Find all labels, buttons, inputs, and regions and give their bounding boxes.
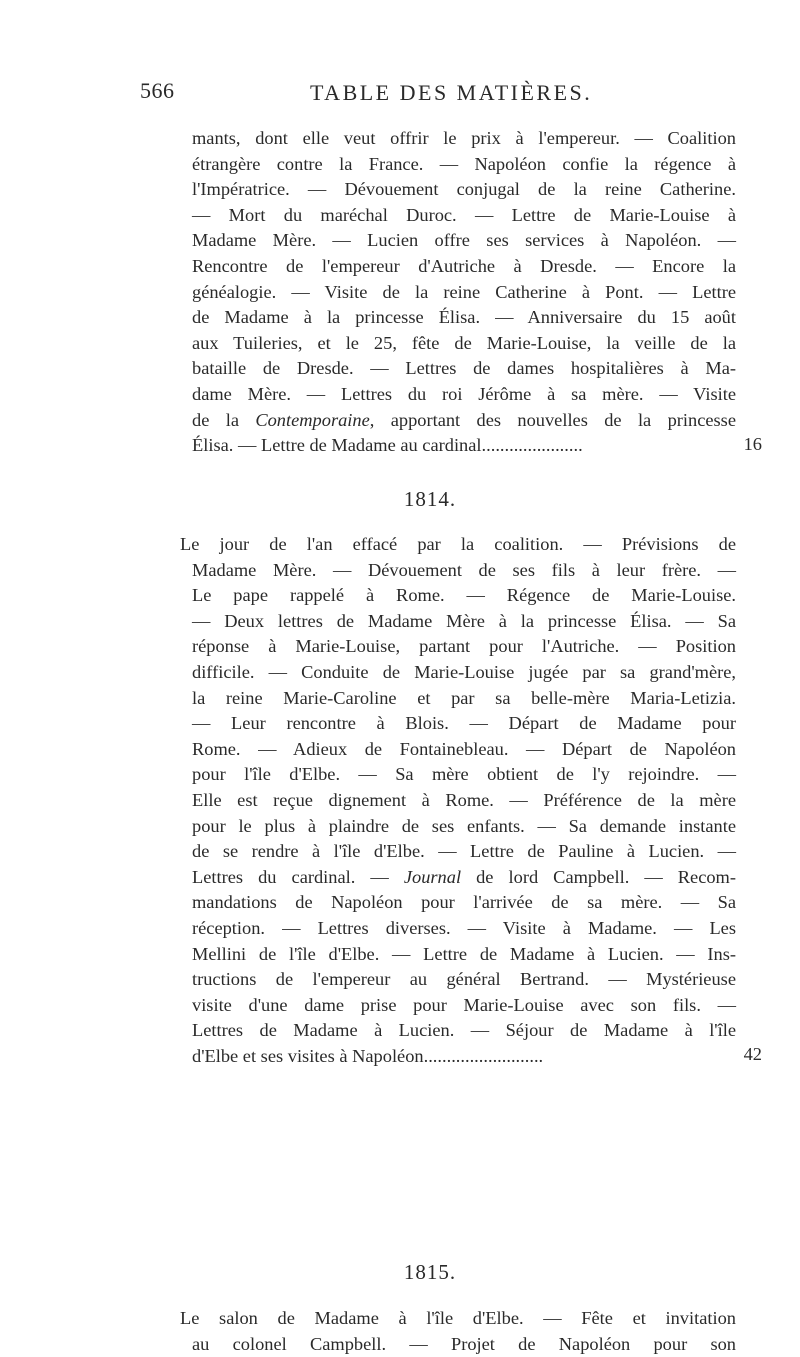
toc-line: bataille de Dresde. — Lettres de dames hospitalières à Ma- — [192, 358, 736, 379]
toc-line: mandations de Napoléon pour l'arrivée de sa mère. — Sa — [192, 892, 736, 913]
toc-line: Le jour de l'an effacé par la coalition. — Prévisions de — [180, 534, 736, 554]
toc-line: dame Mère. — Lettres du roi Jérôme à sa mère. — Visite — [192, 383, 736, 404]
italic-title: Journal — [403, 866, 462, 887]
toc-line: Lettres du cardinal. — Journal de lord Campbell. — Recom- — [192, 866, 736, 887]
toc-line: mants, dont elle veut offrir le prix à l'empereur. — Coalition — [192, 128, 736, 148]
toc-line-with-leader: d'Elbe et ses visites à Napoléon.......................... — [192, 1045, 544, 1066]
toc-line: Rencontre de l'empereur d'Autriche à Dresde. — Encore la — [192, 255, 736, 276]
toc-line: Madame Mère. — Dévouement de ses fils à leur frère. — — [192, 559, 736, 580]
toc-line-with-leader: Élisa. — Lettre de Madame au cardinal...................... — [192, 435, 583, 456]
toc-line: Le pape rappelé à Rome. — Régence de Marie-Louise. — [192, 585, 736, 606]
running-title: TABLE DES MATIÈRES. — [310, 80, 593, 105]
toc-entry-1813-continued — [192, 126, 736, 459]
toc-entry-1814 — [180, 532, 736, 1069]
toc-line: difficile. — Conduite de Marie-Louise jugée par sa grand'mère, — [192, 661, 736, 682]
toc-line: étrangère contre la France. — Napoléon confie la régence à — [192, 153, 736, 174]
toc-line: visite d'une dame prise pour Marie-Louise avec son fils. — — [192, 994, 736, 1015]
page-reference: 42 — [743, 1044, 762, 1064]
toc-line: Mellini de l'île d'Elbe. — Lettre de Madame à Lucien. — Ins- — [192, 943, 736, 964]
toc-line: tructions de l'empereur au général Bertrand. — Mystérieuse — [192, 969, 736, 990]
toc-line: de Madame à la princesse Élisa. — Anniversaire du 15 août — [192, 307, 736, 328]
toc-line: pour le plus à plaindre de ses enfants. — Sa demande instante — [192, 815, 736, 836]
page-number: 566 — [140, 78, 175, 103]
toc-entry-1815 — [180, 1306, 736, 1357]
toc-line: — Leur rencontre à Blois. — Départ de Madame pour — [192, 713, 736, 734]
toc-line: généalogie. — Visite de la reine Catherine à Pont. — Lettre — [192, 281, 736, 302]
year-heading: 1815. — [403, 1260, 457, 1284]
toc-line: Elle est reçue dignement à Rome. — Préférence de la mère — [192, 789, 736, 810]
toc-line: — Deux lettres de Madame Mère à la princesse Élisa. — Sa — [192, 610, 736, 631]
page-header — [140, 78, 800, 108]
toc-line: au colonel Campbell. — Projet de Napoléon pour son — [192, 1333, 736, 1354]
toc-line: Le salon de Madame à l'île d'Elbe. — Fête et invitation — [180, 1308, 736, 1328]
toc-line: la reine Marie-Caroline et par sa belle-mère Maria-Letizia. — [192, 687, 736, 708]
toc-line: de la Contemporaine, apportant des nouvelles de la princesse — [192, 409, 736, 430]
toc-line: réception. — Lettres diverses. — Visite à Madame. — Les — [192, 917, 736, 938]
toc-line: réponse à Marie-Louise, partant pour l'Autriche. — Position — [192, 636, 736, 657]
toc-line: Rome. — Adieux de Fontainebleau. — Départ de Napoléon — [192, 738, 736, 759]
toc-line: — Mort du maréchal Duroc. — Lettre de Marie-Louise à — [192, 204, 736, 225]
toc-line: aux Tuileries, et le 25, fête de Marie-Louise, la veille de la — [192, 332, 736, 353]
page-reference: 16 — [743, 434, 762, 454]
toc-line: de se rendre à l'île d'Elbe. — Lettre de Pauline à Lucien. — — [192, 841, 736, 862]
toc-line: pour l'île d'Elbe. — Sa mère obtient de l'y rejoindre. — — [192, 764, 736, 785]
toc-line: Lettres de Madame à Lucien. — Séjour de Madame à l'île — [192, 1020, 736, 1041]
italic-title: Contemporaine — [255, 409, 370, 430]
toc-line: Madame Mère. — Lucien offre ses services à Napoléon. — — [192, 230, 736, 251]
year-heading: 1814. — [403, 487, 457, 511]
toc-line: l'Impératrice. — Dévouement conjugal de la reine Catherine. — [192, 179, 736, 200]
